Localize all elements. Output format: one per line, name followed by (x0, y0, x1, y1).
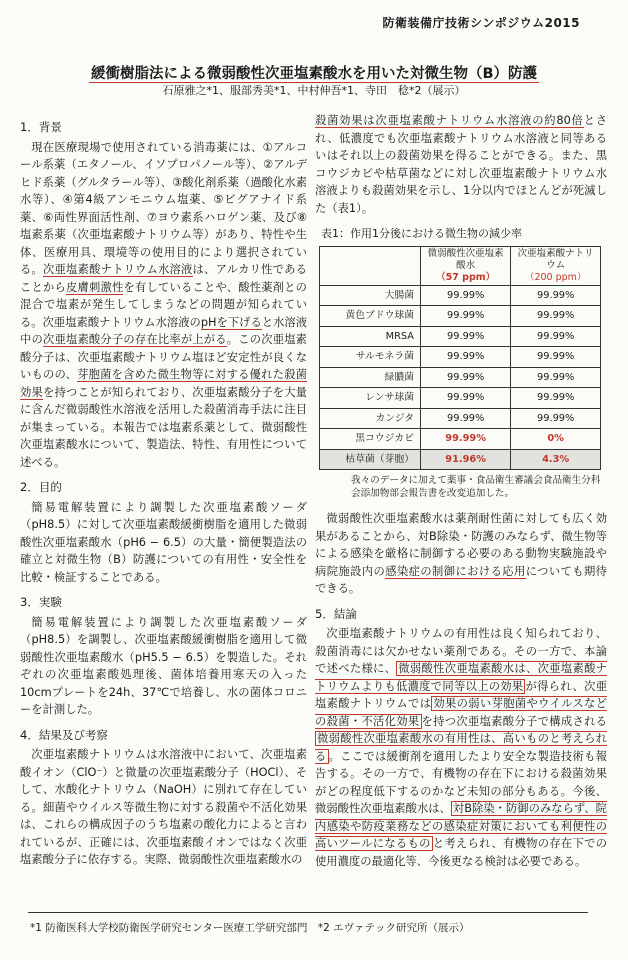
table-cell-value: 99.99% (421, 347, 511, 368)
table-cell-value: 99.99% (511, 306, 601, 327)
authors: 石原雅之*1、服部秀美*1、中村伸吾*1、寺田 稔*2（展示） (162, 84, 466, 97)
table-row (320, 326, 601, 347)
table-cell-organism: サルモネラ菌 (320, 347, 421, 368)
boxed-spore-effect: 効果の弱い芽胞菌やウイルスなどの殺菌・不活化効果 (315, 697, 607, 728)
underline-skin: 皮膚刺激性 (65, 280, 124, 294)
table-cell-value: 0% (511, 429, 601, 450)
discussion-paragraph: 微弱酸性次亜塩素酸水は薬剤耐性菌に対しても広く効果があることから、対B除染・防護のみならず、微生物等による感染を厳格に制御する必要のある動物実験施設や病院施設内の感染症の制御における応用についても期待できる。 (315, 512, 607, 595)
conclusion-paragraph: 次亜塩素酸ナトリウムの有用性は良く知られており、殺菌消毒には欠かせない薬剤である。その一方で、本論で述べた様に、 微弱酸性次亜塩素酸水は、次亜塩素酸ナトリウムよりも低濃度で同等以上の効果 が得られ、次亜塩素酸ナトリウムでは 効果の弱い芽胞菌やウイルスなどの殺菌・不活化効果 を持つ次亜塩素酸分子で構成される微弱酸性次亜塩素酸水の有用性は、高いものと考えられる 。ここでは緩衝剤を適用したより安全な製造技術も報告する。その一方で、有機物の存在下における殺菌効果がどの程度低下するのかなど未知の部分もある。今後、微弱酸性次亜塩素酸水は、 対B除染・防御のみならず、院内感染や防疫業務などの感染症対策においても利便性の高いツールになるもの と考えられ、有機物の存在下での使用濃度の最適化等、今後更なる検討は必要である。 (315, 627, 607, 868)
table-cell-organism: 枯草菌（芽胞） (320, 449, 421, 470)
table-row (320, 285, 601, 306)
table-cell-value: 99.99% (421, 408, 511, 429)
table-cell-value: 4.3% (511, 449, 601, 470)
table-row (320, 306, 601, 327)
section-heading-background: 1．背景 (20, 120, 62, 134)
table-cell-organism: 黒コウジカビ (320, 429, 421, 450)
paper-title (0, 62, 628, 83)
table-cell-organism: MRSA (320, 326, 421, 347)
section-heading-purpose: 2．目的 (20, 480, 62, 494)
background-paragraph: 現在医療現場で使用されている消毒薬には、①アルコール系薬（エタノール、イソプロパノール等）、②アルデヒド系薬（グルタラール等）、③酸化剤系薬（過酸化水素水等）、④第4級アンモニウム塩薬、⑤ビグアナイド系薬、⑥両性界面活性剤、⑦ヨウ素系ハロゲン薬、及び⑧塩素系薬（次亜塩素酸ナトリウム等）があり、特性や生体、医療用具、環境等の使用目的により選択されている。次亜塩素酸ナトリウム水溶液は、アルカリ性であることから皮膚刺激性を有していることや、酸性薬剤との混合で塩素が発生してしまうなどの問題が知られている。次亜塩素酸ナトリウム水溶液のpHを下げると水溶液中の次亜塩素酸分子の存在比率が上がる。この次亜塩素酸分子は、次亜塩素酸ナトリウム塩ほど安定性が良くないものの、芽胞菌を含めた微生物等に対する優れた殺菌効果を持つことが知られており、次亜塩素酸分子を大量に含んだ微弱酸性水溶液を活用した殺菌消毒手法に注目が集まっている。本報告では塩素系薬として、微弱酸性次亜塩素酸水について、製造法、特性、有用性について述べる。 (20, 140, 307, 469)
table-cell-organism: レンサ球菌 (320, 388, 421, 409)
boxed-low-conc: 微弱酸性次亜塩素酸水は、次亜塩素酸ナトリウムよりも低濃度で同等以上の効果 (315, 662, 607, 693)
table-cell-value: 99.99% (511, 408, 601, 429)
table-row (320, 429, 601, 450)
boxed-tool: 対B除染・防御のみならず、院内感染や防疫業務などの感染症対策においても利便性の高いツールになるもの (315, 802, 607, 850)
experiment-paragraph: 簡易電解装置により調製した次亜塩素酸ソーダ（pH8.5）を調製し、次亜塩素酸緩衝樹脂を適用して微弱酸性次亜塩素酸水（pH5.5 − 6.5）を製造した。それぞれの次亜塩素酸処理後、菌体培養用寒天の入った10cmプレートを24h、37℃で培養し、水の菌体コロニーを計測した。 (20, 615, 307, 716)
table-row (320, 388, 601, 409)
results-table (319, 246, 601, 471)
left-column (20, 115, 307, 877)
table-cell-value: 99.99% (511, 347, 601, 368)
table-cell-organism: カンジタ (320, 408, 421, 429)
table-row (320, 408, 601, 429)
table-cell-value: 99.99% (421, 388, 511, 409)
footer-rule (28, 912, 588, 913)
table-cell-value: 91.96% (421, 449, 511, 470)
section-heading-experiment: 3．実験 (20, 595, 62, 609)
table-cell-value: 99.99% (421, 285, 511, 306)
table-title: 表1：作用1分後における微生物の減少率 (321, 227, 522, 240)
table-cell-organism: 大腸菌 (320, 285, 421, 306)
table-cell-value: 99.99% (421, 326, 511, 347)
right-column (315, 112, 607, 878)
purpose-paragraph: 簡易電解装置により調製した次亜塩素酸ソーダ（pH8.5）に対して次亜塩素酸緩衝樹脂を適用した微弱酸性次亜塩素酸水（pH6 − 6.5）の大量・簡便製造法の確立と対微生物（B）防護についての有用性・安全性を比較・検証することである。 (20, 500, 307, 584)
section-heading-results: 4．結果及び考察 (20, 727, 108, 742)
underline-ph: pHを下げる (200, 315, 262, 329)
table-cell-value: 99.99% (511, 367, 601, 388)
table-cell-value: 99.99% (421, 306, 511, 327)
table-cell-organism: 黄色ブドウ球菌 (320, 306, 421, 327)
results-paragraph-cont: 殺菌効果は次亜塩素酸ナトリウム水溶液の約80倍とされ、低濃度でも次亜塩素酸ナトリウム水溶液と同等あるいはそれ以上の殺菌効果を得ることができる。また、黒コウジカビや枯草菌などに対し次亜塩素酸ナトリウム水溶液よりも殺菌効果を示し、1分以内でほとんどが死滅した（表1）。 (315, 114, 607, 215)
boxed-usefulness: 微弱酸性次亜塩素酸水の有用性は、高いものと考えられる (315, 732, 607, 763)
underline-spore: 芽胞菌を含めた微生物等に対する優れた殺菌効果 (20, 368, 307, 399)
table-cell-value: 99.99% (511, 388, 601, 409)
underline-naocl: 次亜塩素酸ナトリウム水溶液 (43, 263, 193, 276)
table-cell-organism: 緑膿菌 (320, 367, 421, 388)
table-note: 我々のデータに加えて薬事・食品衛生審議会食品衛生分科会添加物部会報告書を改変追加した。 (351, 475, 601, 499)
table-col2-header: 次亜塩素酸ナトリウム （200 ppm） (511, 246, 601, 285)
section-heading-conclusion: 5．結論 (315, 606, 357, 621)
underline-80x: 殺菌効果は次亜塩素酸ナトリウム水溶液の約80倍 (315, 114, 584, 127)
symposium-header: 防衛装備庁技術シンポジウム2015 (382, 16, 580, 30)
table-col1-header: 微弱酸性次亜塩素酸水 （57 ppm） (421, 246, 511, 285)
table-cell-value: 99.99% (421, 429, 511, 450)
affiliation-footnote: *1 防衛医科大学校防衛医学研究センター医療工学研究部門 *2 エヴァテック研究所（展示） (30, 922, 470, 934)
table-row (320, 449, 601, 470)
table-cell-value: 99.99% (511, 326, 601, 347)
table-cell-value: 99.99% (421, 367, 511, 388)
table-cell-value: 99.99% (511, 285, 601, 306)
table-corner (320, 246, 421, 285)
table-row (320, 347, 601, 368)
paper-title-text: 緩衝樹脂法による微弱酸性次亜塩素酸水を用いた対微生物（B）防護 (90, 66, 538, 82)
underline-ratio: 次亜塩素酸分子の存在比率が上がる (42, 333, 227, 346)
results-paragraph-start: 次亜塩素酸ナトリウムは水溶液中において、次亜塩素酸イオン（ClO⁻）と微量の次亜塩素酸分子（HOCl）、そして、水酸化ナトリウム（NaOH）に別れて存在している。細菌やウイルス等微生物に対する殺菌や不活化効果は、これらの構成因子のうち塩素の酸化力によると言われているが、正確には、次亜塩素酸イオンではなく次亜塩素酸分子に依存する。実際、微弱酸性次亜塩素酸水の (20, 748, 307, 866)
table-header-row (320, 246, 601, 285)
underline-infection: 感染症の制御における応用 (385, 564, 526, 578)
table-row (320, 367, 601, 388)
